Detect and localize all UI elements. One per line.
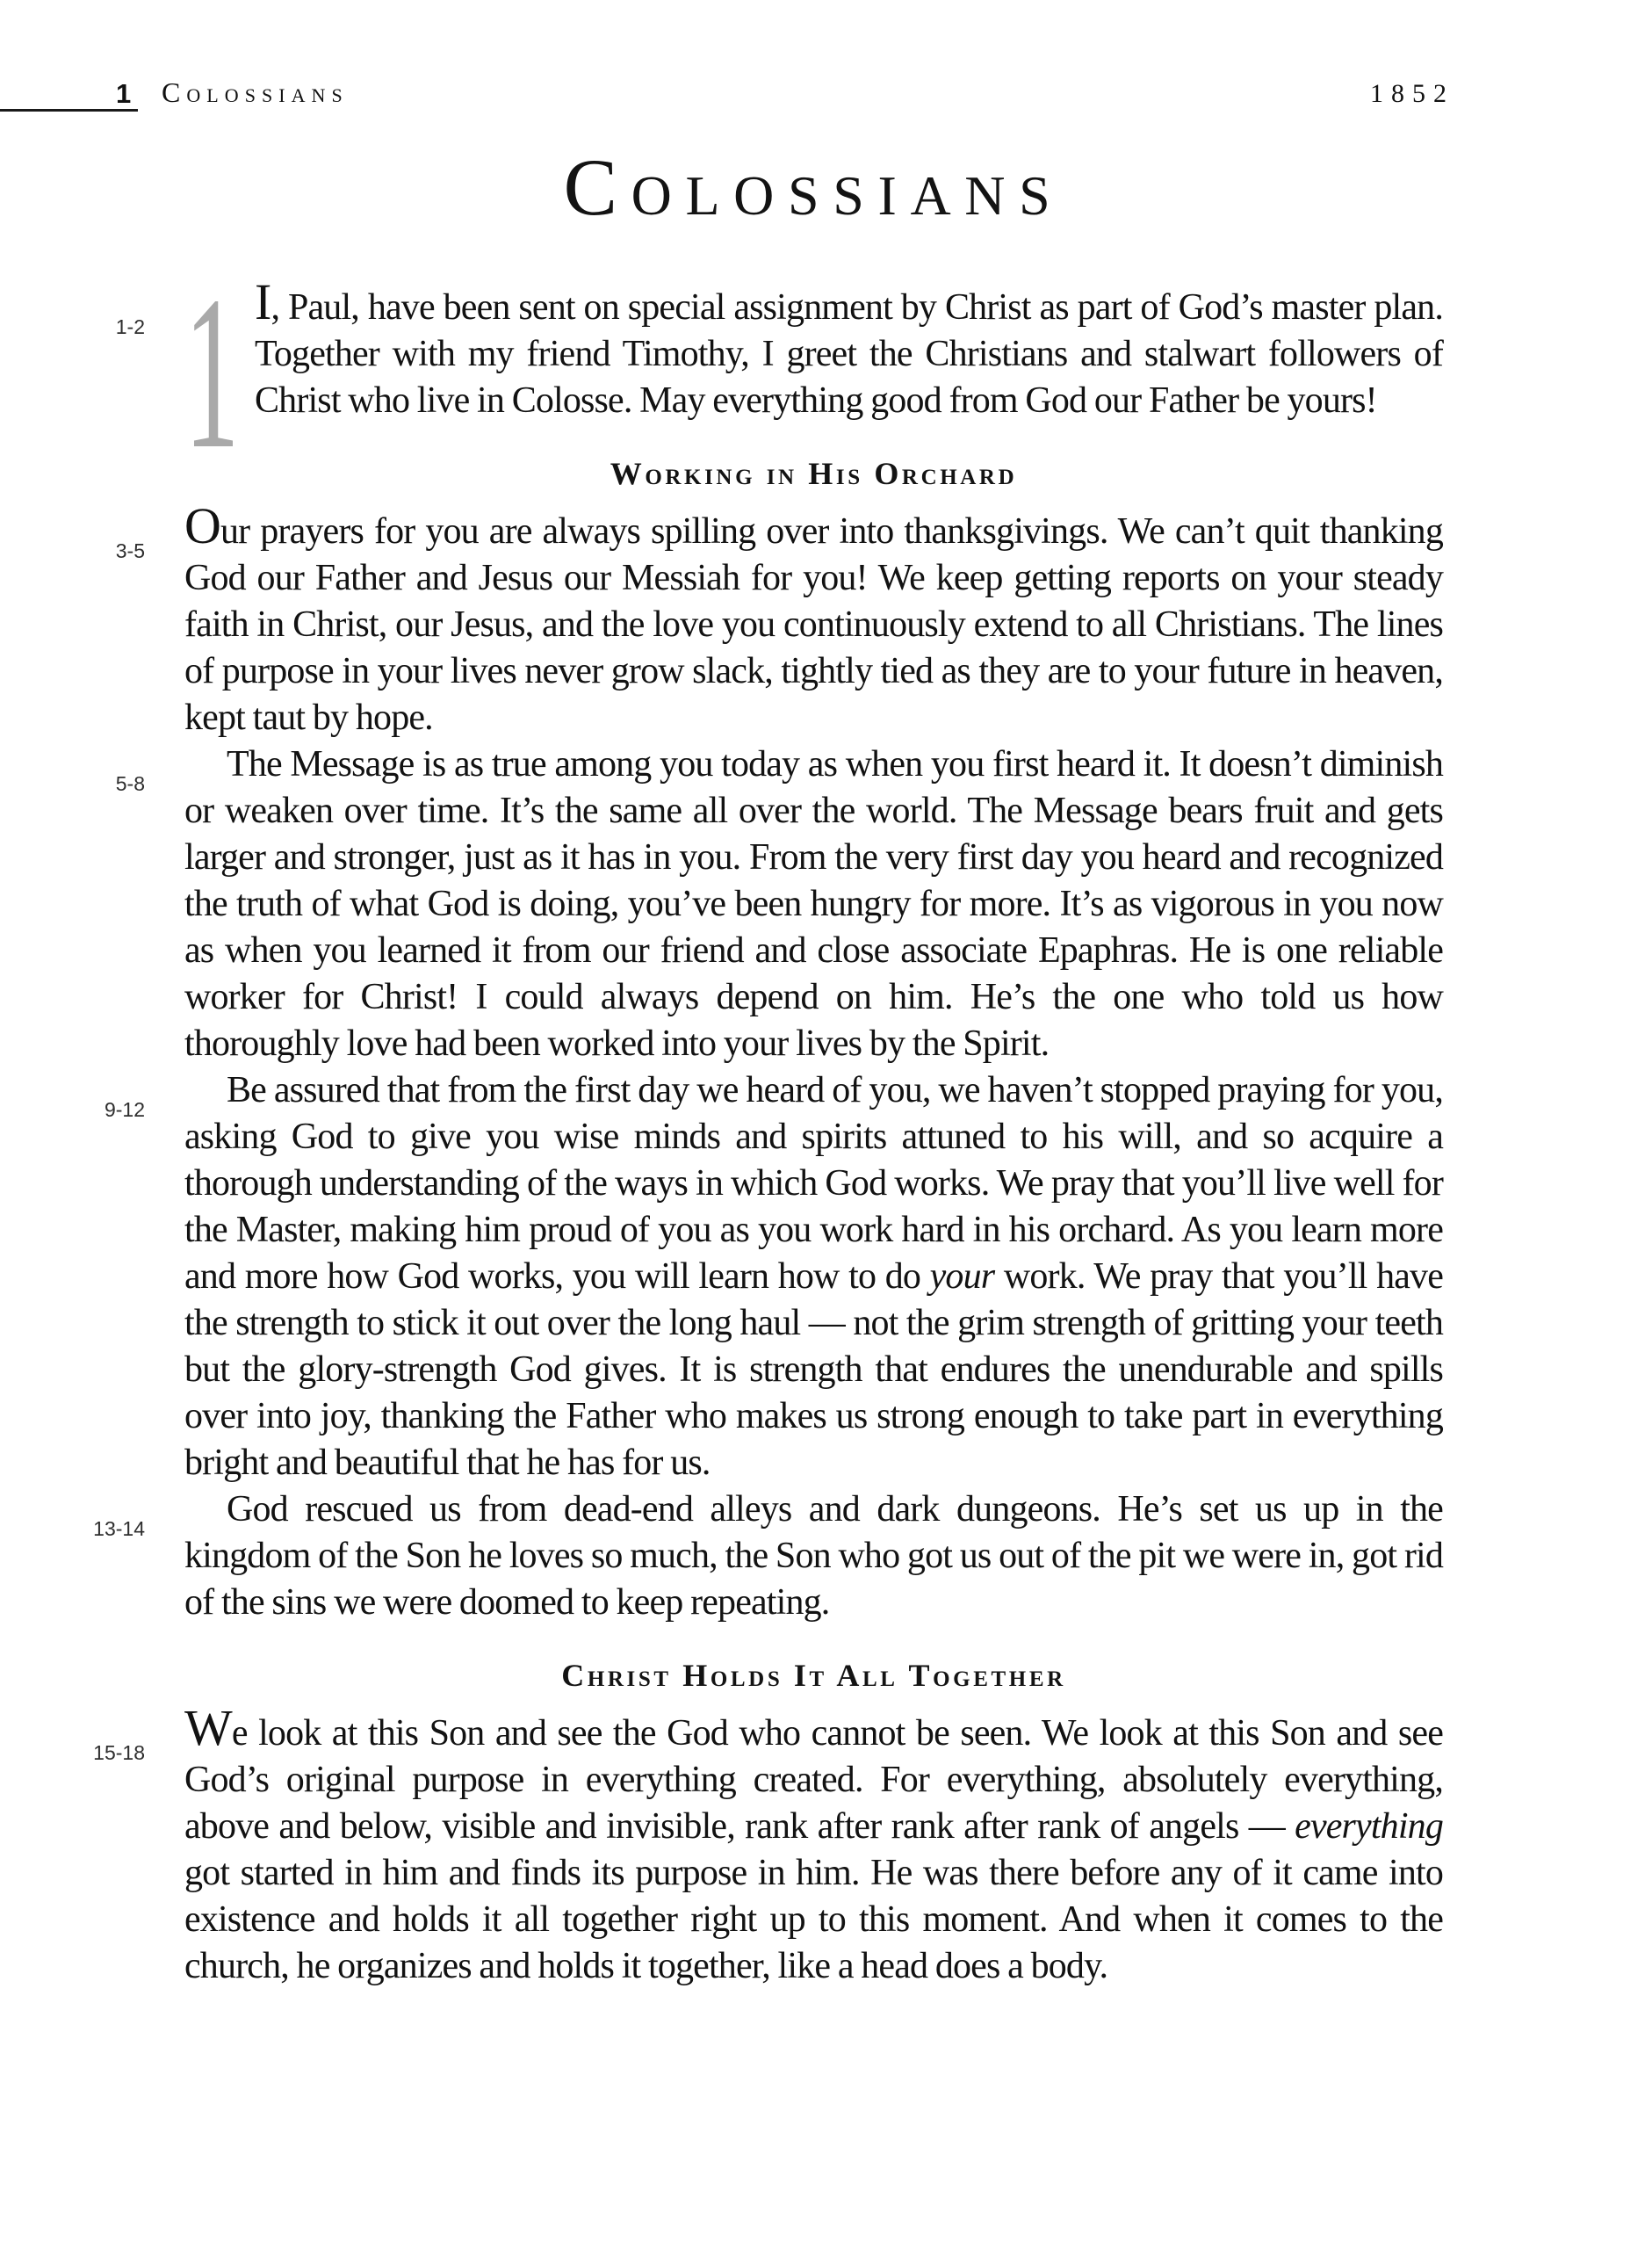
- italic-emphasis: everything: [1295, 1806, 1443, 1847]
- opening-paragraph: 3-5 Our prayers for you are always spilling over into thanksgivings. We can’t quit thanking God our Father and Jesus our Messiah for you! We keep getting reports on your steady faith in Christ, our Jesus, and the love you continuously extend to all Christians. The lines of purpose in your lives never grow slack, tightly tied as they are to your future in heaven, kept taut by hope.: [115, 497, 1443, 738]
- lead-capital: W: [184, 1699, 232, 1756]
- verse-number: 13-14: [93, 1517, 145, 1540]
- running-head-chapter-number: 1: [116, 78, 132, 109]
- book-title: Colossians: [563, 142, 1064, 232]
- opening-paragraph: 15-18 We look at this Son and see the God who cannot be seen. We look at this Son and see God’s original purpose in everything created. For everything, absolutely everything, above and below, visible and invisible, rank after rank after rank of angels — everything got started in him and finds its purpose in him. He was there before any of it came into existence and holds it all together right up to this moment. And when it comes to the church, he organizes and holds it together, like a head does a body.: [93, 1699, 1443, 1986]
- running-head-page-number: 1852: [1370, 79, 1454, 108]
- scripture-paragraph: 9-12 Be assured that from the first day we heard of you, we haven’t stopped praying for you, asking God to give you wise minds and spirits attuned to his will, and so acquire a thorough understanding of the ways in which God works. We pray that you’ll live well for the Master, making him proud of you as you work hard in his orchard. As you learn more and more how God works, you will learn how to do your work. We pray that you’ll have the strength to stick it out over the long haul — not the grim strength of gritting your teeth but the glory-strength God gives. It is strength that endures the unendurable and spills over into joy, thanking the Father who makes us strong enough to take part in everything bright and beautiful that he has for us.: [104, 1070, 1443, 1483]
- verse-number: 1-2: [115, 315, 145, 338]
- verse-number: 15-18: [93, 1741, 145, 1764]
- section-heading: Working in His Orchard: [610, 456, 1018, 491]
- lead-capital: O: [184, 497, 221, 554]
- chapter-number-dropcap: 1: [184, 251, 240, 495]
- running-head-book-name: Colossians: [162, 76, 349, 108]
- verse-number: 9-12: [104, 1098, 145, 1121]
- scripture-column: [93, 251, 1443, 1990]
- scripture-paragraph: 5-8 The Message is as true among you today as when you first heard it. It doesn’t diminish or weaken over time. It’s the same all over the world. The Message bears fruit and gets larger and stronger, just as it has in you. From the very first day you heard and recognized the truth of what God is doing, you’ve been hungry for more. It’s as vigorous in you now as when you learned it from our friend and close associate Epaphras. He is one reliable worker for Christ! I could always depend on him. He’s the one who told us how thoroughly love had been worked into your lives by the Spirit.: [115, 744, 1443, 1064]
- chapter-opening-paragraph: 1-2 1 I, Paul, have been sent on special assignment by Christ as part of God’s master plan. Together with my friend Timothy, I greet the Christians and stalwart followers of Christ who live in Colosse. May everything good from God our Father be yours!: [115, 251, 1443, 495]
- section-heading: Christ Holds It All Together: [561, 1658, 1066, 1693]
- italic-emphasis: your: [929, 1256, 995, 1297]
- scripture-paragraph: 13-14 God rescued us from dead-end alleys and dark dungeons. He’s set us up in the kingdom of the Son he loves so much, the Son who got us out of the pit we were in, got rid of the sins we were doomed to keep repeating.: [93, 1489, 1443, 1623]
- lead-capital: I: [255, 273, 271, 330]
- verse-number: 5-8: [115, 772, 145, 795]
- verse-number: 3-5: [115, 539, 145, 562]
